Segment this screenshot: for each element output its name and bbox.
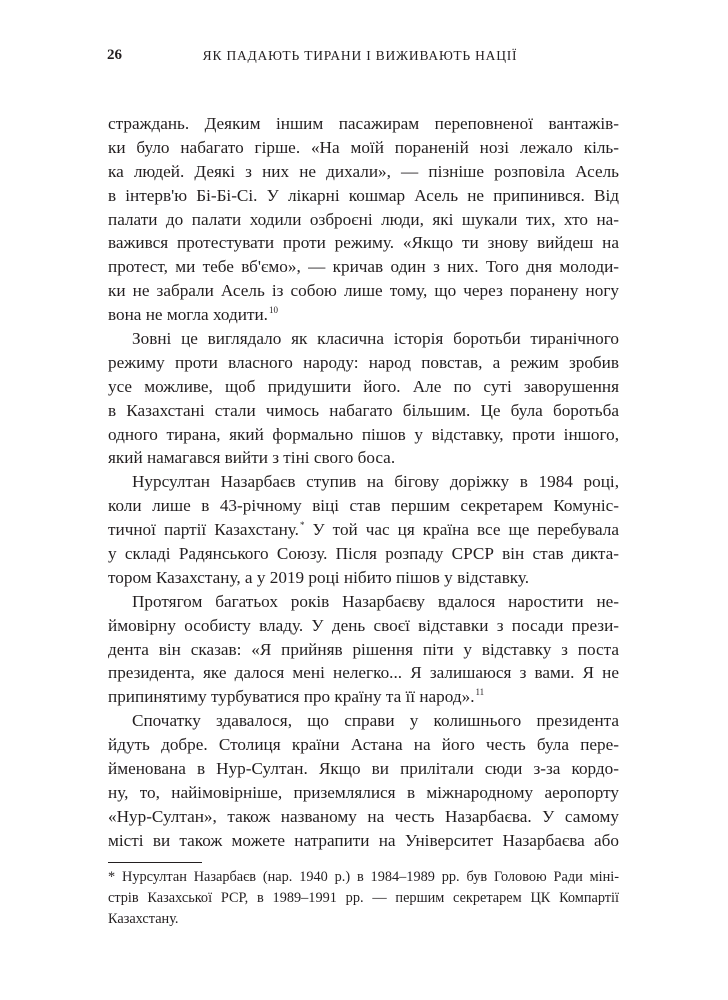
body-line-text: Протягом багатьох років Назарбаєву вдалося наростити не-: [132, 591, 619, 611]
body-line-text: у складі Радянського Союзу. Після розпаду СРСР він став дикта-: [108, 544, 619, 564]
footnote-line: [108, 867, 619, 888]
body-line: [108, 399, 619, 423]
footnote-reference[interactable]: *: [299, 520, 305, 531]
body-line-text: ки було набагато гірше. «На моїй пораненій нозі лежало кіль-: [108, 137, 619, 157]
body-line: [108, 566, 619, 590]
body-line: [108, 518, 619, 542]
footnote-line: [108, 888, 619, 909]
body-text: [108, 112, 619, 853]
body-line: [108, 160, 619, 184]
body-line-text: припинятиму турбуватися про країну та її народ».: [108, 687, 475, 707]
page-number: 26: [107, 47, 122, 63]
running-title: ЯК ПАДАЮТЬ ТИРАНИ І ВИЖИВАЮТЬ НАЦІЇ: [202, 48, 518, 63]
body-line: [108, 733, 619, 757]
body-line-text: Спочатку здавалося, що справи у колишнього президента: [132, 711, 619, 731]
body-line: [108, 351, 619, 375]
body-line: [108, 470, 619, 494]
body-line-text: тором Казахстану, а у 2019 році нібито пішов у відставку.: [108, 567, 530, 587]
body-line-text: ну, то, найімовірніше, приземлялися в міжнародному аеропорту: [108, 782, 619, 802]
body-line: [108, 255, 619, 279]
body-line: [108, 208, 619, 232]
body-line-text: тичної партії Казахстану.: [108, 520, 299, 540]
body-line-text: коли лише в 43-річному віці став першим секретарем Комуніс-: [108, 496, 619, 516]
body-line: [108, 661, 619, 685]
body-line: [108, 590, 619, 614]
body-line: [108, 231, 619, 255]
body-line-text: страждань. Деяким іншим пасажирам переповненої вантажів-: [108, 114, 619, 133]
body-line: [108, 327, 619, 351]
body-line: [108, 375, 619, 399]
body-line-text: який намагався вийти з тіні свого боса.: [108, 448, 396, 468]
body-line-text: дента він сказав: «Я прийняв рішення піти у відставку з поста: [108, 639, 619, 659]
body-line-text: йдуть добре. Столиця країни Астана на його честь була пере-: [108, 735, 619, 755]
body-line: [108, 685, 619, 709]
footnote-line-text: стрів Казахської РСР, в 1989–1991 рр. — першим секретарем ЦК Компартії: [108, 890, 619, 906]
body-line: [108, 112, 619, 136]
body-line-text: У той час ця країна все ще перебувала: [304, 520, 619, 540]
body-line: [108, 423, 619, 447]
footnote-reference[interactable]: 10: [268, 305, 278, 316]
body-line: [108, 279, 619, 303]
body-line: [108, 303, 619, 327]
footnote-separator: [108, 862, 202, 863]
body-line-text: в інтерв'ю Бі-Бі-Сі. У лікарні кошмар Асель не припинився. Від: [108, 185, 619, 205]
body-line-text: ки не забрали Асель із собою лише тому, що через поранену ногу: [108, 281, 619, 301]
body-line-text: вона не могла ходити.: [108, 305, 268, 325]
body-line: [108, 805, 619, 829]
footnote-line-text: Казахстану.: [108, 911, 179, 927]
body-line: [108, 184, 619, 208]
body-line: [108, 542, 619, 566]
body-line-text: Зовні це виглядало як класична історія боротьби тиранічного: [132, 329, 619, 349]
footnote-line-text: * Нурсултан Назарбаєв (нар. 1940 р.) в 1984–1989 рр. був Головою Ради міні-: [108, 869, 619, 885]
footnotes: [108, 867, 619, 930]
body-line: [108, 446, 619, 470]
body-line-text: одного тирана, який формально пішов у відставку, проти іншого,: [108, 424, 619, 444]
body-line-text: палати до палати ходили озброєні люди, які шукали тих, хто на-: [108, 209, 619, 229]
body-line: [108, 614, 619, 638]
footnote-line: [108, 909, 619, 930]
body-line-text: режиму проти власного народу: народ повстав, а режим зробив: [108, 352, 619, 372]
body-line-text: йменована в Нур-Султан. Якщо ви прилітали сюди з-за кордо-: [108, 759, 619, 779]
body-line-text: Нурсултан Назарбаєв ступив на бігову доріжку в 1984 році,: [132, 472, 619, 492]
body-line-text: президента, яке далося мені нелегко... Я залишаюся з вами. Я не: [108, 663, 619, 683]
body-line-text: «Нур-Султан», також названому на честь Назарбаєва. У самому: [108, 806, 619, 826]
body-line-text: протест, ми тебе вб'ємо», — кричав один з них. Того дня молоди-: [108, 257, 619, 277]
footnote-reference[interactable]: 11: [475, 687, 485, 698]
body-line: [108, 494, 619, 518]
body-line-text: усе можливе, щоб придушити його. Але по суті заворушення: [108, 376, 619, 396]
body-line: [108, 829, 619, 853]
body-line: [108, 757, 619, 781]
body-line: [108, 709, 619, 733]
body-line-text: ка людей. Деякі з них не дихали», — пізніше розповіла Асель: [108, 161, 619, 181]
body-line-text: в Казахстані стали чимось набагато більшим. Це була боротьба: [108, 400, 619, 420]
body-line: [108, 781, 619, 805]
body-line-text: важився протестувати проти режиму. «Якщо ти знову вийдеш на: [108, 233, 619, 253]
body-line: [108, 136, 619, 160]
body-line-text: ймовірну особисту владу. У день своєї відставки з посади прези-: [108, 615, 619, 635]
body-line: [108, 638, 619, 662]
body-line-text: місті ви також можете натрапити на Університет Назарбаєва або: [108, 830, 619, 850]
